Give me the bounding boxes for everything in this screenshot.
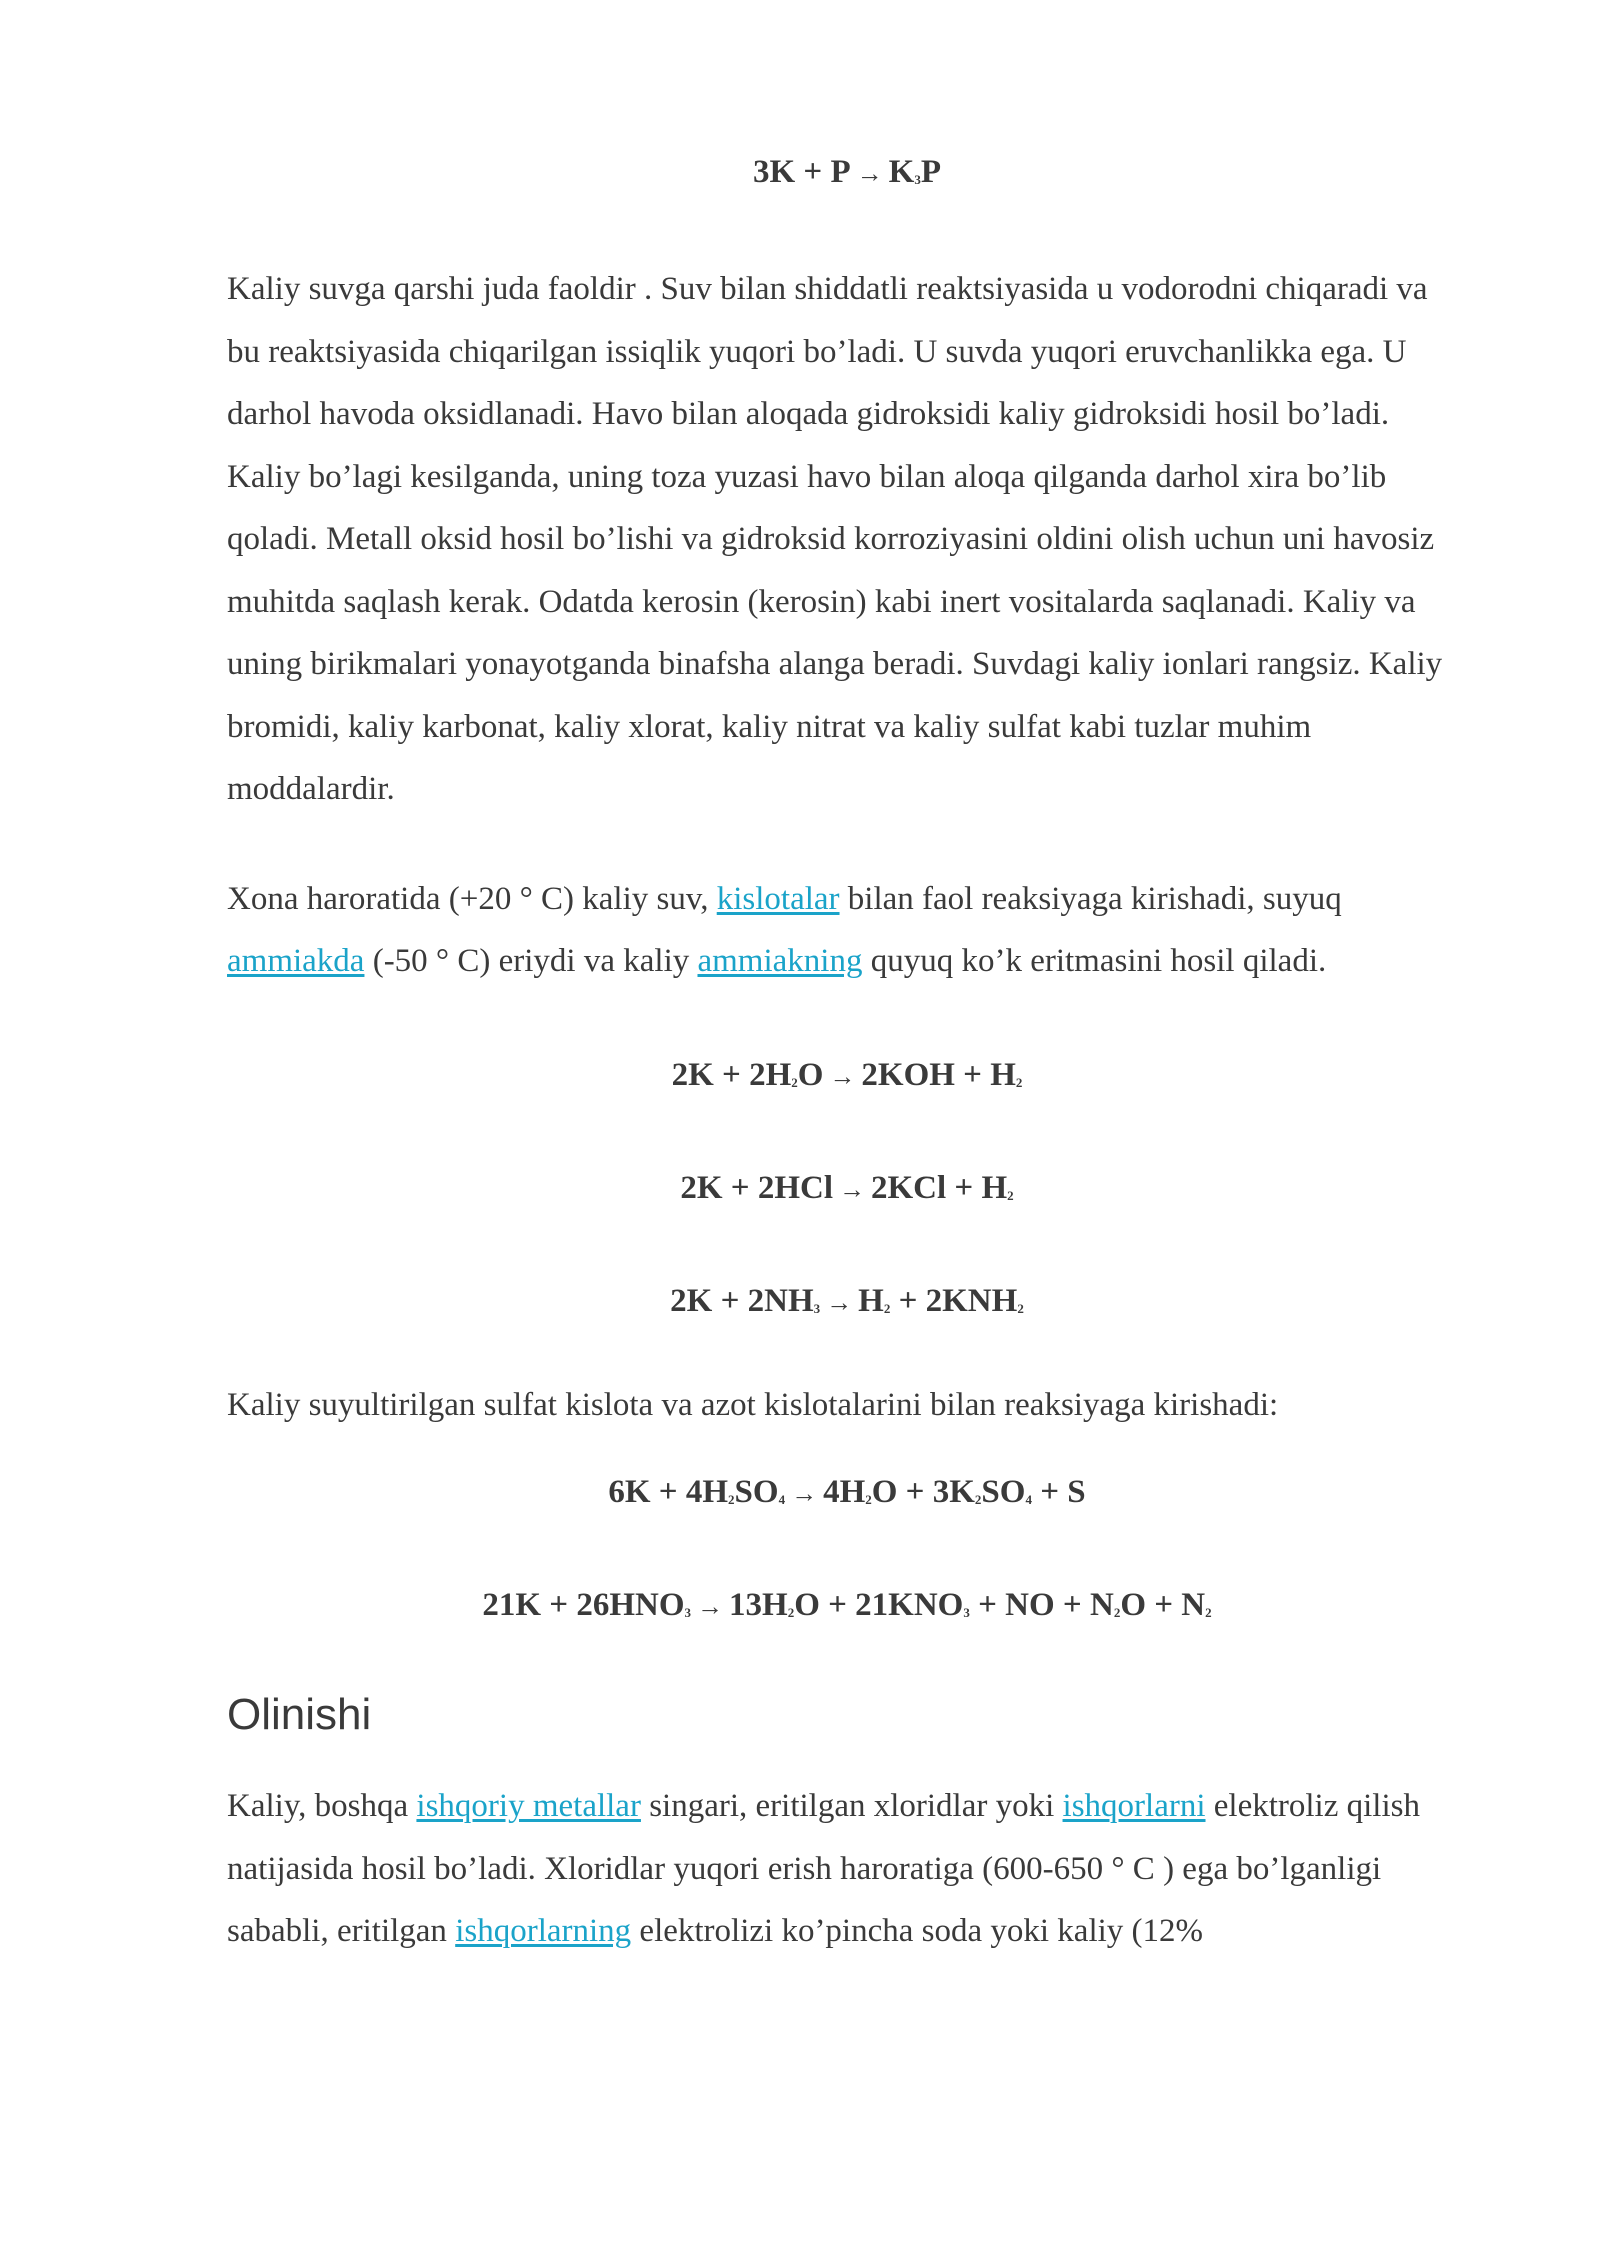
subscript: 3 [813, 1300, 821, 1316]
equation-sulfuric-acid [227, 1468, 1467, 1518]
text-segment: singari, eritilgan xloridlar yoki [640, 1788, 1063, 1824]
paragraph-acids: Kaliy suyultirilgan sulfat kislota va azot kislotalarini bilan reaksiyaga kirishadi: [227, 1386, 1279, 1423]
equation-hcl [227, 1164, 1467, 1214]
equation-nitric-acid [227, 1581, 1467, 1631]
text-segment: bilan faol reaksiyaga kirishadi, suyuq [839, 880, 1342, 917]
eq-part: 2K + 2NH [670, 1282, 814, 1319]
paragraph-room-temperature [227, 868, 1467, 993]
subscript: 3 [963, 1605, 970, 1620]
link-ishqoriy-metallar[interactable]: ishqoriy metallar [416, 1788, 641, 1824]
document-content [227, 148, 1467, 1963]
text-segment: (-50 ° C) eriydi va kaliy [364, 943, 698, 979]
subscript: 2 [1017, 1300, 1024, 1316]
eq-part: 13H [729, 1587, 788, 1623]
eq-k3p-left: 3K + P [753, 154, 851, 190]
subscript: 4 [1025, 1492, 1032, 1507]
subscript: 2 [865, 1492, 872, 1507]
link-ishqorlarni[interactable]: ishqorlarni [1062, 1788, 1206, 1824]
subscript: 2 [728, 1492, 735, 1507]
eq-k3p-right: K [888, 154, 915, 190]
eq-part: H [858, 1282, 884, 1319]
eq-part: O [797, 1056, 824, 1093]
eq-part: 2K + 2H [671, 1056, 792, 1093]
equation-water [227, 1051, 1467, 1101]
eq-part: 2KCl + H [871, 1169, 1008, 1206]
eq-part: + NO + N [969, 1587, 1114, 1623]
eq-part: O + N [1120, 1587, 1206, 1623]
reaction-arrow-icon: → [829, 1061, 856, 1091]
subscript: 2 [787, 1605, 795, 1620]
reaction-arrow-icon: → [697, 1592, 724, 1621]
eq-part: + 2KNH [890, 1282, 1018, 1319]
reaction-arrow-icon: → [856, 159, 883, 188]
link-ishqorlarning[interactable]: ishqorlarning [455, 1913, 632, 1949]
eq-part: 6K + 4H [608, 1474, 729, 1510]
reaction-arrow-icon: → [839, 1174, 865, 1204]
subscript: 3 [684, 1605, 692, 1620]
eq-part: + S [1031, 1474, 1086, 1510]
eq-part: SO [734, 1474, 779, 1510]
subscript: 2 [974, 1492, 982, 1507]
subscript: 2 [1205, 1605, 1212, 1620]
eq-part: 4H [823, 1474, 866, 1510]
link-kislotalar[interactable]: kislotalar [716, 880, 840, 917]
text-segment: elektrolizi ko’pincha soda yoki kaliy (12% [631, 1913, 1204, 1949]
subscript: 2 [1007, 1187, 1014, 1203]
section-heading-olinishi: Olinishi [227, 1690, 372, 1739]
text-segment: quyuq ko’k eritmasini hosil qiladi. [862, 943, 1327, 979]
subscript: 3 [914, 172, 921, 187]
eq-part: 2K + 2HCl [680, 1169, 833, 1206]
subscript: 2 [1015, 1074, 1023, 1090]
eq-part: O + 21KNO [794, 1587, 964, 1623]
eq-part: 2KOH + H [861, 1056, 1016, 1093]
reaction-arrow-icon: → [826, 1287, 853, 1317]
eq-part: SO [981, 1474, 1026, 1510]
equation-k3p [227, 148, 1467, 196]
text-segment: elektroliz qilish natijasida hosil bo’ladi. Xloridlar yuqori erish haroratiga (600-650 ° C ) ega bo’lganligi sababli, eritilgan [227, 1788, 1420, 1949]
equation-ammonia [227, 1277, 1467, 1327]
eq-part: 21K + 26HNO [482, 1587, 685, 1623]
eq-part: O + 3K [871, 1474, 975, 1510]
eq-k3p-right-tail: P [920, 154, 941, 190]
link-ammiakning[interactable]: ammiakning [697, 943, 863, 979]
text-segment: Xona haroratida (+20 ° C) kaliy suv, [227, 880, 717, 917]
subscript: 2 [1113, 1605, 1121, 1620]
reaction-arrow-icon: → [791, 1479, 818, 1508]
subscript: 2 [791, 1074, 798, 1090]
link-ammiakda[interactable]: ammiakda [227, 943, 365, 979]
paragraph-reactivity: Kaliy suvga qarshi juda faoldir . Suv bilan shiddatli reaktsiyasida u vodorodni chiqaradi va bu reaktsiyasida chiqarilgan issiqlik yuqori bo’ladi. U suvda yuqori eruvchanlikka ega. U darhol havoda oksidlanadi. Havo bilan aloqada gidroksidi kaliy gidroksidi hosil bo’ladi. Kaliy bo’lagi kesilganda, uning toza yuzasi havo bilan aloqa qilganda darhol xira bo’lib qoladi. Metall oksid hosil bo’lishi va gidroksid korroziyasini oldini olish uchun uni havosiz muhitda saqlash kerak. Odatda kerosin (kerosin) kabi inert vositalarda saqlanadi. Kaliy va uning birikmalari yonayotganda binafsha alanga beradi. Suvdagi kaliy ionlari rangsiz. Kaliy bromidi, kaliy karbonat, kaliy xlorat, kaliy nitrat va kaliy sulfat kabi tuzlar muhim moddalardir. [227, 271, 1443, 807]
paragraph-production [227, 1775, 1467, 1963]
subscript: 2 [883, 1300, 891, 1316]
subscript: 4 [778, 1492, 786, 1507]
text-segment: Kaliy, boshqa [227, 1788, 417, 1824]
